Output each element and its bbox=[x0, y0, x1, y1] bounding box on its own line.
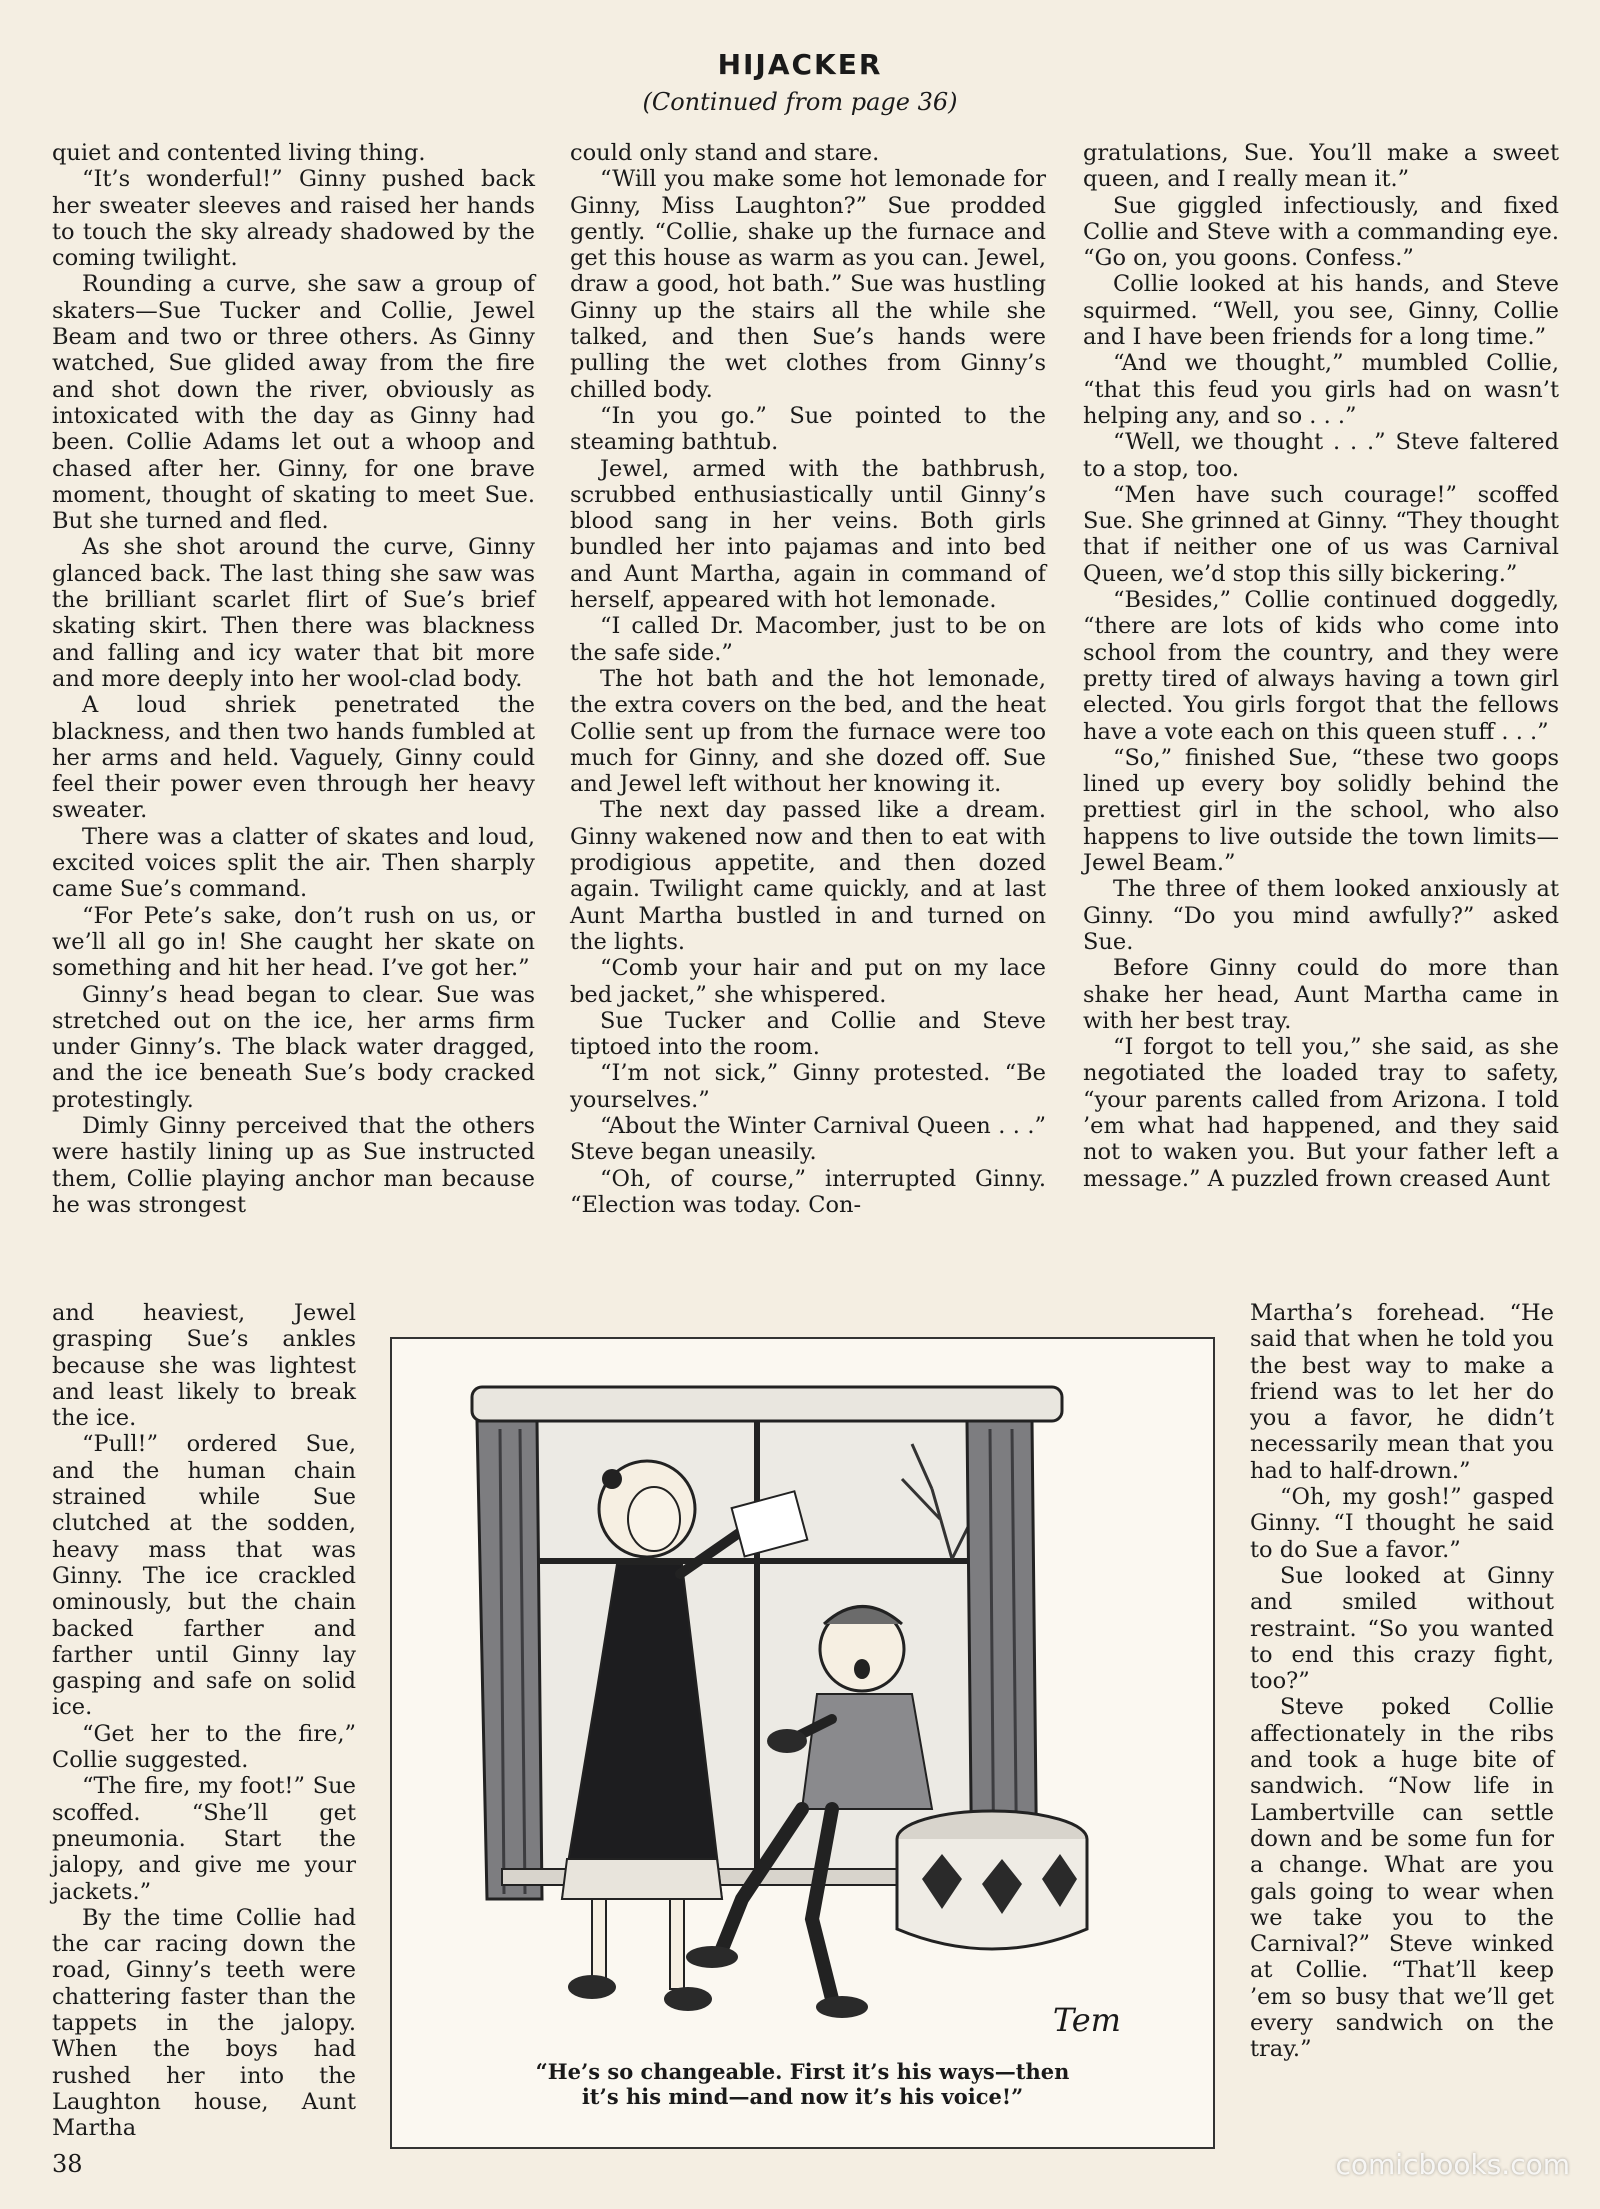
paragraph: gratulations, Sue. You’ll make a sweet queen, and I really mean it.” bbox=[1083, 140, 1559, 193]
paragraph: “In you go.” Sue pointed to the steaming bathtub. bbox=[570, 402, 1046, 456]
paragraph: Sue giggled infectiously, and fixed Collie and Steve with a commanding eye. “Go on, you goons. Confess.” bbox=[1083, 192, 1559, 272]
paragraph: and heaviest, Jewel grasping Sue’s ankles because she was lightest and least likely to break the ice. bbox=[52, 1300, 356, 1432]
paragraph: “I forgot to tell you,” she said, as she negotiated the loaded tray to safety, “your parents called from Arizona. I told ’em what had happened, and they said not to waken you. But your father left a message.” A puzzled frown creased Aunt bbox=[1083, 1034, 1559, 1192]
paragraph: Steve poked Collie affectionately in the ribs and took a huge bite of sandwich. “Now life in Lambertville can settle down and be some fun for a change. What are you gals going to wear when we take you to the Carnival?” Steve winked at Collie. “That’ll keep ’em so busy that we’ll get every sandwich on the tray.” bbox=[1250, 1694, 1554, 2063]
text-column-1 bbox=[52, 140, 535, 1218]
left-curtain bbox=[477, 1421, 542, 1899]
paragraph: Collie looked at his hands, and Steve squirmed. “Well, you see, Ginny, Collie and I have been friends for a long time.” bbox=[1083, 271, 1559, 351]
paragraph: Sue Tucker and Collie and Steve tiptoed into the room. bbox=[570, 1007, 1046, 1061]
artist-signature: Tem bbox=[1052, 2001, 1121, 2039]
paragraph: “I called Dr. Macomber, just to be on the safe side.” bbox=[570, 613, 1046, 666]
paragraph: “Will you make some hot lemonade for Ginny, Miss Laughton?” Sue prodded gently. “Collie, shake up the furnace and get this house as warm as you can. Jewel, draw a good, hot bath.” Sue was hustling Ginny up the stairs all the while she talked, and then Sue’s hands were pulling the wet clothes from Ginny’s chilled body. bbox=[570, 166, 1046, 403]
caption-line: it’s his mind—and now it’s his voice!” bbox=[581, 2084, 1024, 2109]
paragraph: “Comb your hair and put on my lace bed jacket,” she whispered. bbox=[570, 955, 1046, 1008]
paragraph: “Besides,” Collie continued doggedly, “there are lots of kids who come into school from the country, and they were pretty tired of always having a town girl elected. You girls forgot that the fellows have a vote each on this queen stuff . . .” bbox=[1083, 587, 1559, 745]
paragraph: As she shot around the curve, Ginny glanced back. The last thing she saw was the brilliant scarlet flirt of Sue’s brief skating skirt. Then there was blackness and falling and icy water that bit more and more deeply into her wool-clad body. bbox=[52, 534, 535, 692]
footstool bbox=[897, 1811, 1087, 1949]
paragraph: “I’m not sick,” Ginny protested. “Be yourselves.” bbox=[570, 1060, 1046, 1113]
paragraph: “Oh, my gosh!” gasped Ginny. “I thought he said to do Sue a favor.” bbox=[1250, 1484, 1554, 1563]
text-column-3-continued bbox=[1250, 1300, 1554, 2063]
paragraph: “Men have such courage!” scoffed Sue. She grinned at Ginny. “They thought that if neither one of us was Carnival Queen, we’d stop this silly bickering.” bbox=[1083, 481, 1559, 587]
paragraph: “Oh, of course,” interrupted Ginny. “Election was today. Con- bbox=[570, 1165, 1046, 1218]
paragraph: Sue looked at Ginny and smiled without restraint. “So you wanted to end this crazy fight, too?” bbox=[1250, 1562, 1554, 1695]
paragraph: Jewel, armed with the bathbrush, scrubbed enthusiastically until Ginny’s blood sang in her veins. Both girls bundled her into pajamas and into bed and Aunt Martha, again in command of herself, appeared with hot lemonade. bbox=[570, 455, 1046, 614]
paragraph: “Well, we thought . . .” Steve faltered to a stop, too. bbox=[1083, 429, 1559, 482]
paragraph: The hot bath and the hot lemonade, the extra covers on the bed, and the heat Collie sent up from the furnace were too much for Ginny, and she dozed off. Sue and Jewel left without her knowing it. bbox=[570, 665, 1046, 798]
paragraph: The three of them looked anxiously at Ginny. “Do you mind awfully?” asked Sue. bbox=[1083, 876, 1559, 955]
sandwich-cup bbox=[767, 1729, 807, 1753]
paragraph: “And we thought,” mumbled Collie, “that this feud you girls had on wasn’t helping any, and so . . .” bbox=[1083, 350, 1559, 429]
cartoon-illustration bbox=[390, 1337, 1215, 2149]
text-column-1-continued bbox=[52, 1300, 356, 2142]
story-title: HIJACKER bbox=[717, 48, 883, 81]
paragraph: Before Ginny could do more than shake her head, Aunt Martha came in with her best tray. bbox=[1083, 955, 1559, 1034]
paragraph: “The fire, my foot!” Sue scoffed. “She’ll get pneumonia. Start the jalopy, and give me your jackets.” bbox=[52, 1773, 356, 1905]
cartoon-caption bbox=[392, 2059, 1213, 2109]
paragraph: A loud shriek penetrated the blackness, and then two hands fumbled at her arms and held. Vaguely, Ginny could feel their power even through her heavy sweater. bbox=[52, 692, 535, 824]
paragraph: Martha’s forehead. “He said that when he told you the best way to make a friend was to let her do you a favor, he didn’t necessarily mean that you had to half-drown.” bbox=[1250, 1300, 1554, 1484]
text-column-3 bbox=[1083, 140, 1559, 1192]
paragraph: “About the Winter Carnival Queen . . .” Steve began uneasily. bbox=[570, 1112, 1046, 1166]
paragraph: Rounding a curve, she saw a group of skaters—Sue Tucker and Collie, Jewel Beam and two or three others. As Ginny watched, Sue glided away from the fire and shot down the river, obviously as intoxicated with the day as Ginny had been. Collie Adams let out a whoop and chased after her. Ginny, for one brave moment, thought of skating to meet Sue. But she turned and fled. bbox=[52, 271, 535, 535]
watermark: comicbooks.com bbox=[1335, 2148, 1570, 2181]
paragraph: “Pull!” ordered Sue, and the human chain strained while Sue clutched at the sodden, heavy mass that was Ginny. The ice crackled ominously, but the chain backed farther and farther until Ginny lay gasping and safe on solid ice. bbox=[52, 1431, 356, 1721]
paragraph: “For Pete’s sake, don’t rush on us, or we’ll all go in! She caught her skate on something and hit her head. I’ve got her.” bbox=[52, 902, 535, 982]
paragraph: quiet and contented living thing. bbox=[52, 140, 426, 166]
paragraph: Ginny’s head began to clear. Sue was stretched out on the ice, her arms firm under Ginny’s. The black water dragged, and the ice beneath Sue’s body cracked protestingly. bbox=[52, 981, 535, 1113]
caption-line: “He’s so changeable. First it’s his ways—then bbox=[535, 2059, 1070, 2084]
paragraph: “It’s wonderful!” Ginny pushed back her sweater sleeves and raised her hands to touch the sky already shadowed by the coming twilight. bbox=[52, 166, 535, 272]
paragraph: “So,” finished Sue, “these two goops lined up every boy solidly behind the prettiest girl in the school, who also happens to live outside the town limits—Jewel Beam.” bbox=[1083, 744, 1559, 877]
paragraph: could only stand and stare. bbox=[570, 140, 880, 166]
paragraph: Dimly Ginny perceived that the others were hastily lining up as Sue instructed them, Collie playing anchor man because he was strongest bbox=[52, 1112, 535, 1218]
paragraph: The next day passed like a dream. Ginny wakened now and then to eat with prodigious appetite, and then dozed again. Twilight came quickly, and at last Aunt Martha bustled in and turned on the lights. bbox=[570, 797, 1046, 955]
curtain-valance bbox=[472, 1387, 1062, 1421]
page-number: 38 bbox=[52, 2150, 83, 2178]
paragraph: “Get her to the fire,” Collie suggested. bbox=[52, 1720, 356, 1774]
paragraph: By the time Collie had the car racing down the road, Ginny’s teeth were chattering faster than the tappets in the jalopy. When the boys had rushed her into the Laughton house, Aunt Martha bbox=[52, 1904, 356, 2142]
text-column-2 bbox=[570, 140, 1046, 1218]
paragraph: There was a clatter of skates and loud, excited voices split the air. Then sharply came Sue’s command. bbox=[52, 823, 535, 903]
continued-note: (Continued from page 36) bbox=[642, 88, 958, 116]
